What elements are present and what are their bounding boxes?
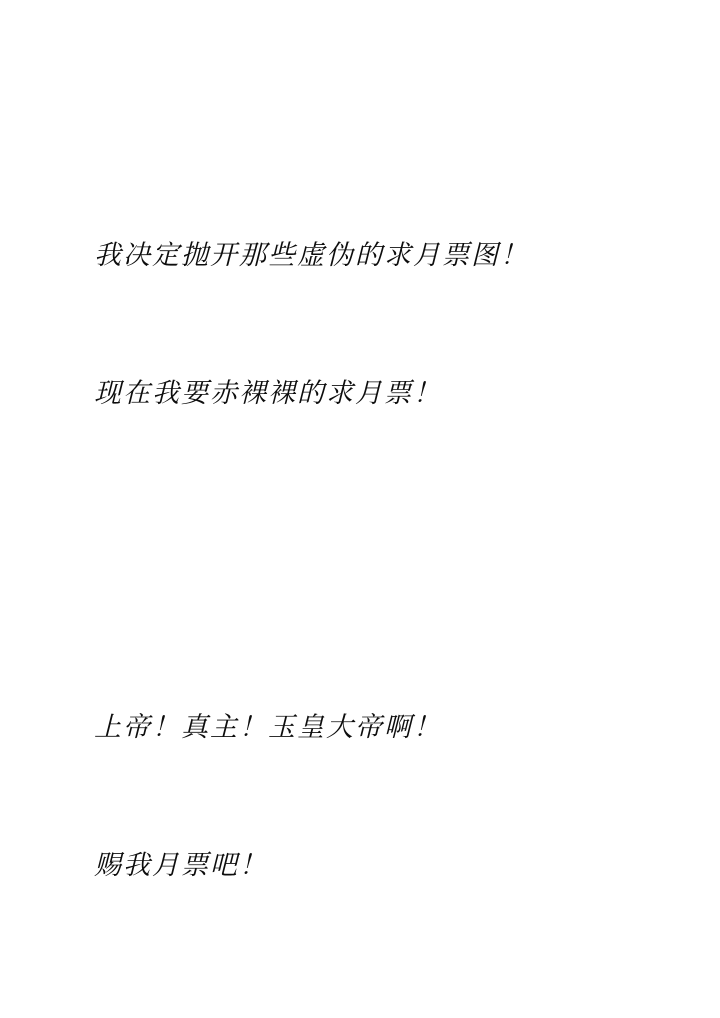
document-text-block	[94, 140, 660, 980]
paragraph-1	[94, 140, 660, 508]
text-line: 上帝！真主！玉皇大帝啊！	[94, 712, 442, 742]
paragraph-2	[94, 612, 660, 980]
paragraph-spacer	[94, 508, 660, 612]
text-line: 赐我月票吧！	[94, 850, 268, 880]
text-line: 我决定抛开那些虚伪的求月票图！	[94, 240, 529, 270]
text-line: 现在我要赤裸裸的求月票！	[94, 378, 442, 408]
